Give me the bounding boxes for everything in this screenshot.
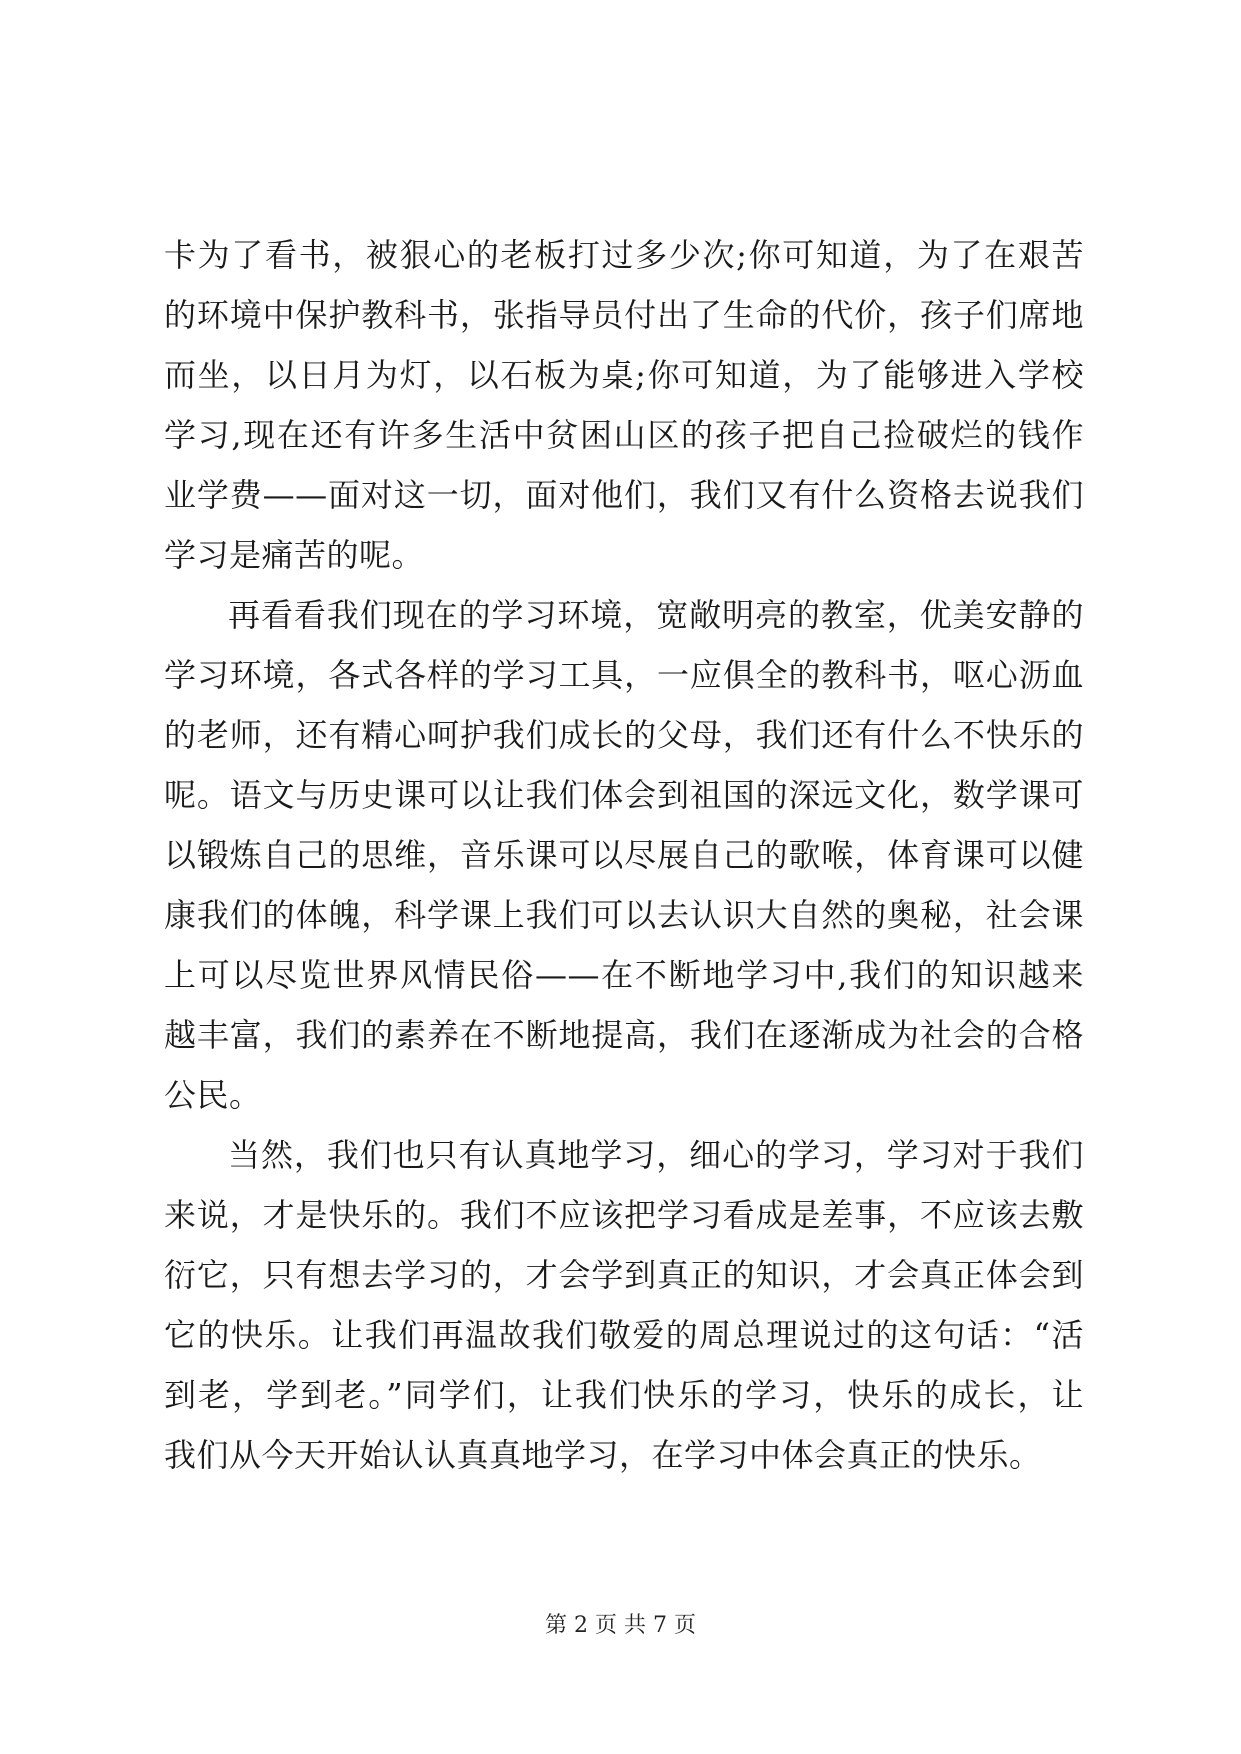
text-line: 我们从今天开始认认真真地学习，在学习中体会真正的快乐。 xyxy=(164,1436,1042,1474)
text-line: 到老，学到老。”同学们，让我们快乐的学习，快乐的成长，让 xyxy=(164,1376,1084,1414)
paragraph-2 xyxy=(164,585,1084,1125)
text-line: 学习环境，各式各样的学习工具，一应俱全的教科书，呕心沥血 xyxy=(164,656,1084,694)
text-line: 的老师，还有精心呵护我们成长的父母，我们还有什么不快乐的 xyxy=(164,716,1084,754)
paragraph-3 xyxy=(164,1125,1084,1485)
page-footer: 第 2 页 共 7 页 xyxy=(545,1613,696,1638)
text-line: 它的快乐。让我们再温故我们敬爱的周总理说过的这句话：“活 xyxy=(164,1316,1084,1354)
text-line: 学习是痛苦的呢。 xyxy=(164,536,425,574)
text-line: 公民。 xyxy=(164,1076,262,1114)
text-line: 来说，才是快乐的。我们不应该把学习看成是差事，不应该去敷 xyxy=(164,1196,1084,1234)
text-line: 衍它，只有想去学习的，才会学到真正的知识，才会真正体会到 xyxy=(164,1256,1084,1294)
text-line: 学习,现在还有许多生活中贫困山区的孩子把自己捡破烂的钱作 xyxy=(164,416,1084,454)
text-line: 卡为了看书，被狠心的老板打过多少次;你可知道，为了在艰苦 xyxy=(164,236,1084,274)
text-line: 以锻炼自己的思维，音乐课可以尽展自己的歌喉，体育课可以健 xyxy=(164,836,1084,874)
text-line: 的环境中保护教科书，张指导员付出了生命的代价，孩子们席地 xyxy=(164,296,1084,334)
text-line: 呢。语文与历史课可以让我们体会到祖国的深远文化，数学课可 xyxy=(164,776,1084,814)
text-line: 当然，我们也只有认真地学习，细心的学习，学习对于我们 xyxy=(228,1136,1084,1174)
text-line: 而坐，以日月为灯，以石板为桌;你可知道，为了能够进入学校 xyxy=(164,356,1084,394)
paragraph-1 xyxy=(164,225,1084,585)
document-body xyxy=(164,225,1084,1485)
text-line: 业学费——面对这一切，面对他们，我们又有什么资格去说我们 xyxy=(164,476,1084,514)
text-line: 上可以尽览世界风情民俗——在不断地学习中,我们的知识越来 xyxy=(164,956,1084,994)
text-line: 康我们的体魄，科学课上我们可以去认识大自然的奥秘，社会课 xyxy=(164,896,1084,934)
text-line: 再看看我们现在的学习环境，宽敞明亮的教室，优美安静的 xyxy=(228,596,1084,634)
text-line: 越丰富，我们的素养在不断地提高，我们在逐渐成为社会的合格 xyxy=(164,1016,1084,1054)
